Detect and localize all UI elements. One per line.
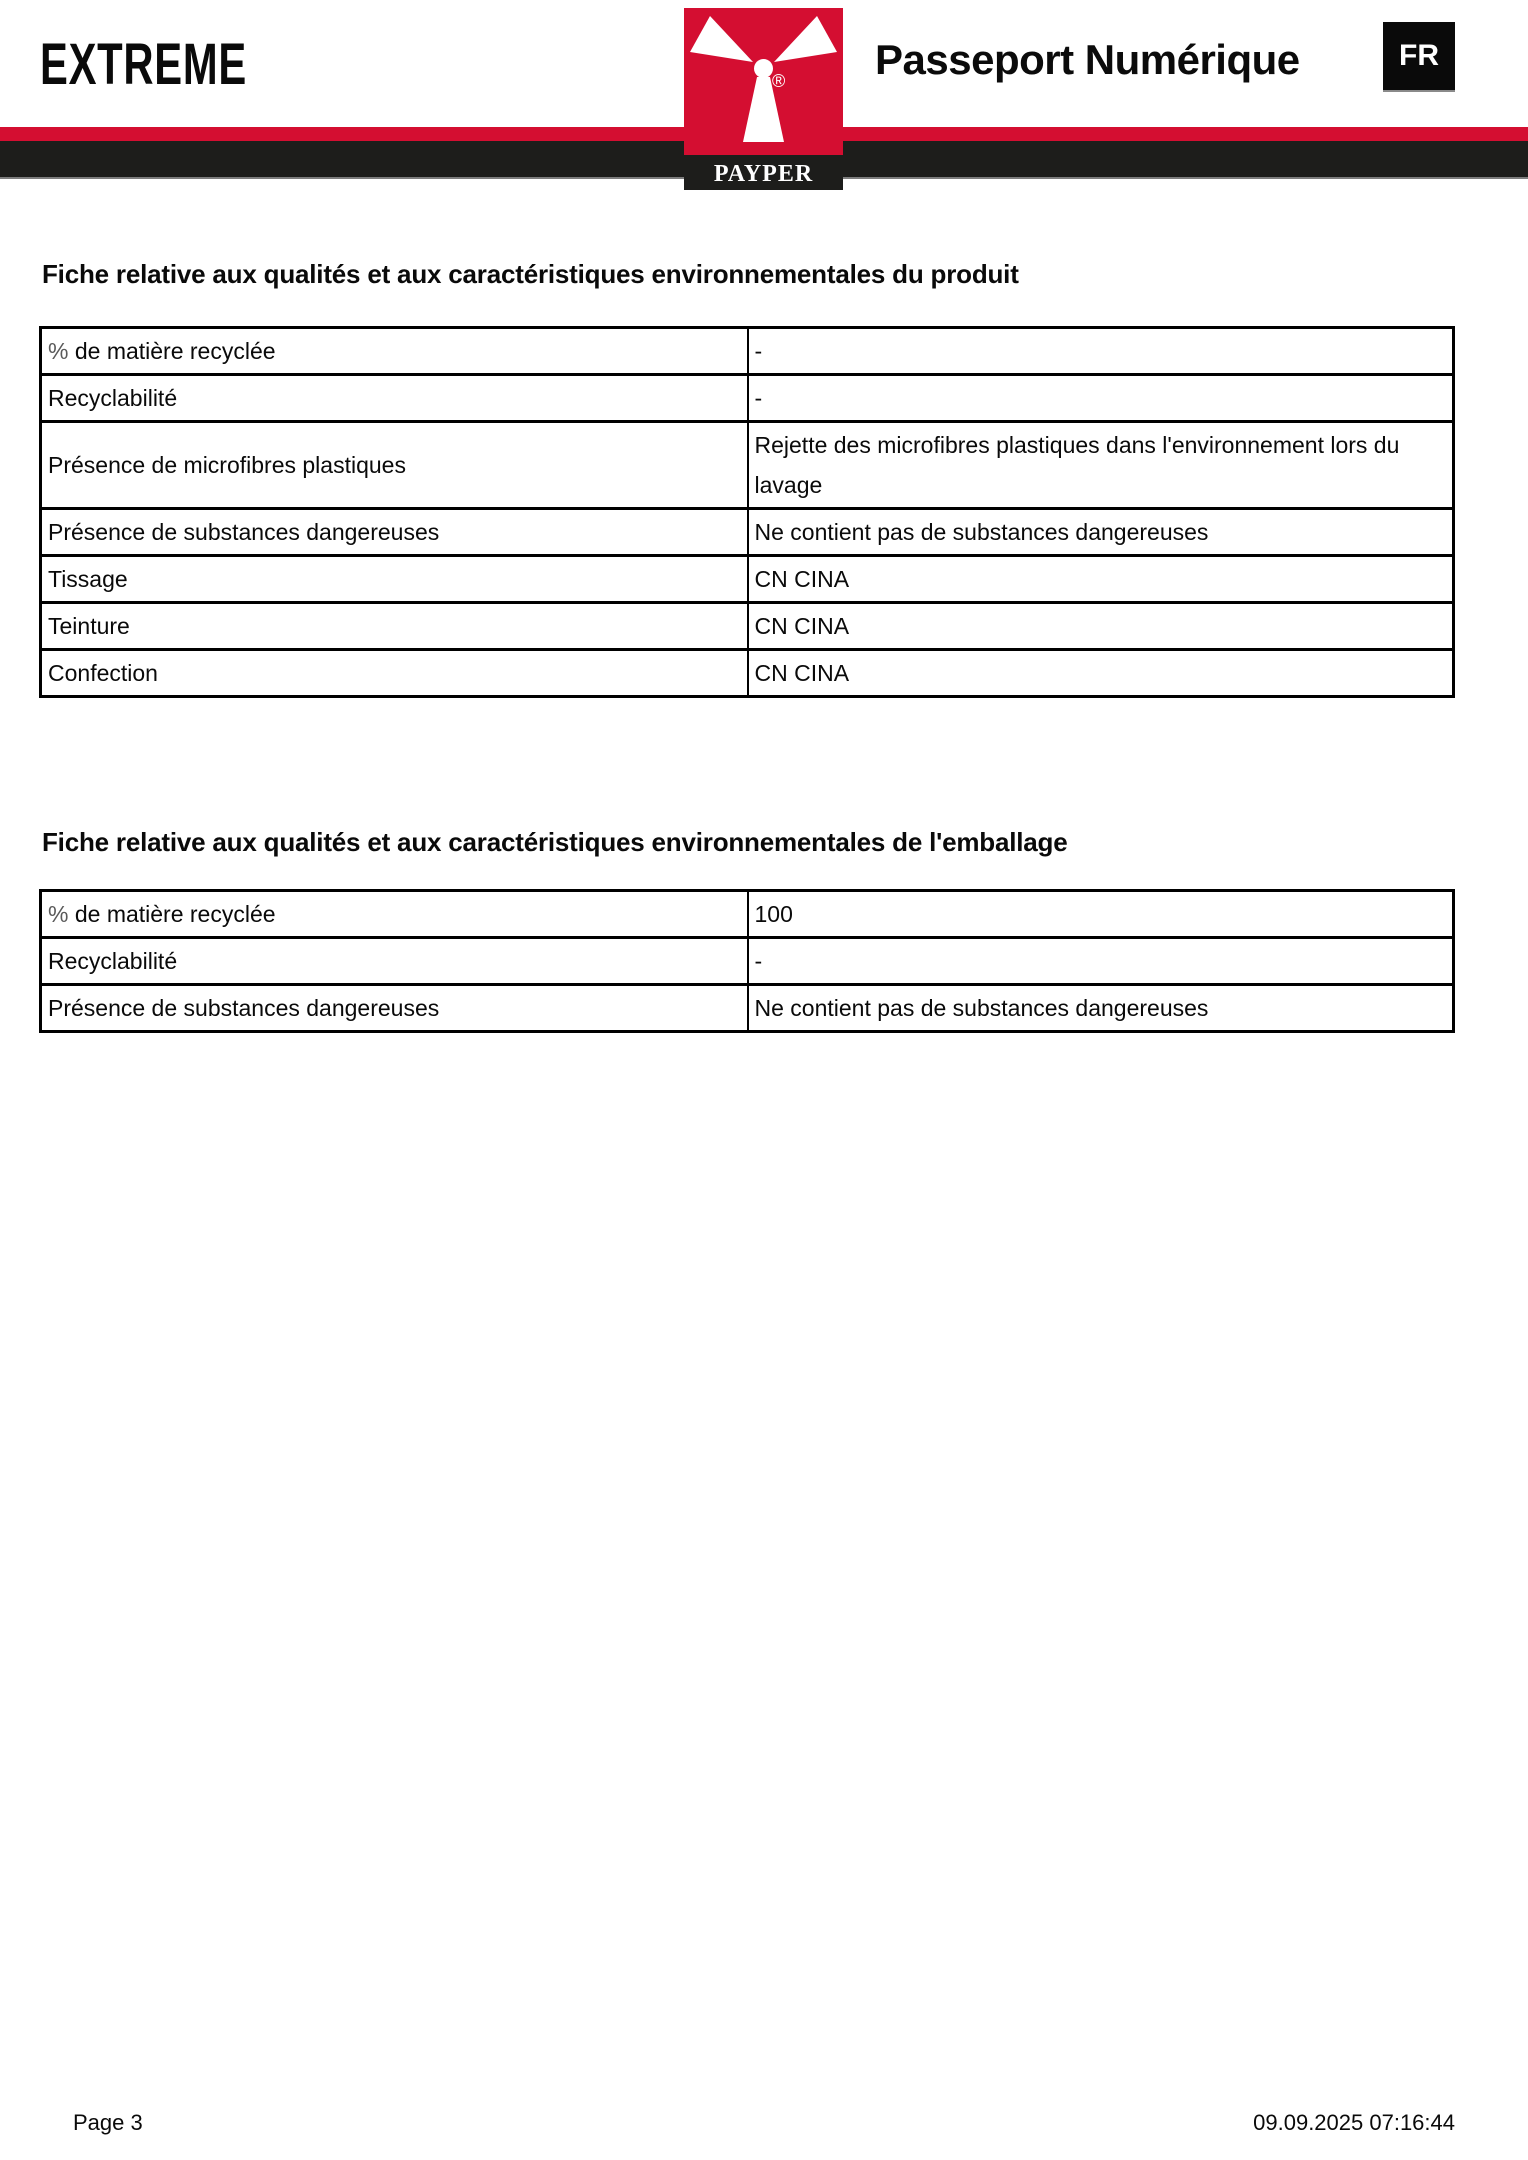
table-row [41, 375, 1454, 422]
table-row [41, 422, 1454, 509]
row-value: Ne contient pas de substances dangereuses [748, 509, 1454, 556]
row-value: - [748, 938, 1454, 985]
table-row [41, 985, 1454, 1032]
table-row [41, 509, 1454, 556]
table-row [41, 650, 1454, 697]
percent-sign: % [48, 338, 69, 364]
row-label: Présence de substances dangereuses [41, 509, 748, 556]
percent-sign: % [48, 901, 69, 927]
row-label: Présence de microfibres plastiques [41, 422, 748, 509]
row-value: 100 [748, 891, 1454, 938]
registered-mark: ® [772, 71, 786, 91]
row-label: Confection [41, 650, 748, 697]
payper-logo [684, 8, 843, 190]
section-title-product: Fiche relative aux qualités et aux caractéristiques environnementales du produit [42, 259, 1019, 289]
timestamp: 09.09.2025 07:16:44 [1253, 2110, 1455, 2135]
row-label: Teinture [41, 603, 748, 650]
row-value: CN CINA [748, 603, 1454, 650]
table-row [41, 938, 1454, 985]
table-row [41, 603, 1454, 650]
section-product [0, 258, 1528, 698]
row-value: Rejette des microfibres plastiques dans l'environnement lors du lavage [748, 422, 1454, 509]
logo-brand-text: PAYPER [713, 161, 814, 187]
row-label: % de matière recyclée [41, 328, 748, 375]
row-value: - [748, 375, 1454, 422]
row-value: Ne contient pas de substances dangereuses [748, 985, 1454, 1032]
row-label: Recyclabilité [41, 938, 748, 985]
page-header [0, 0, 1528, 192]
section-title-packaging: Fiche relative aux qualités et aux caractéristiques environnementales de l'emballage [42, 827, 1068, 857]
table-row [41, 328, 1454, 375]
product-spec-table [39, 326, 1455, 698]
row-value: CN CINA [748, 650, 1454, 697]
language-badge: FR [1383, 22, 1455, 92]
row-value: - [748, 328, 1454, 375]
row-label: Tissage [41, 556, 748, 603]
row-label: Recyclabilité [41, 375, 748, 422]
page-footer [73, 2110, 1455, 2136]
row-label: % de matière recyclée [41, 891, 748, 938]
table-row [41, 891, 1454, 938]
row-label: Présence de substances dangereuses [41, 985, 748, 1032]
brand-name: EXTREME [40, 32, 247, 97]
page-title: Passeport Numérique [875, 36, 1300, 83]
row-value: CN CINA [748, 556, 1454, 603]
page-number: Page 3 [73, 2110, 143, 2135]
table-row [41, 556, 1454, 603]
packaging-spec-table [39, 889, 1455, 1033]
section-packaging [0, 826, 1528, 1033]
document-body [0, 181, 1528, 1033]
